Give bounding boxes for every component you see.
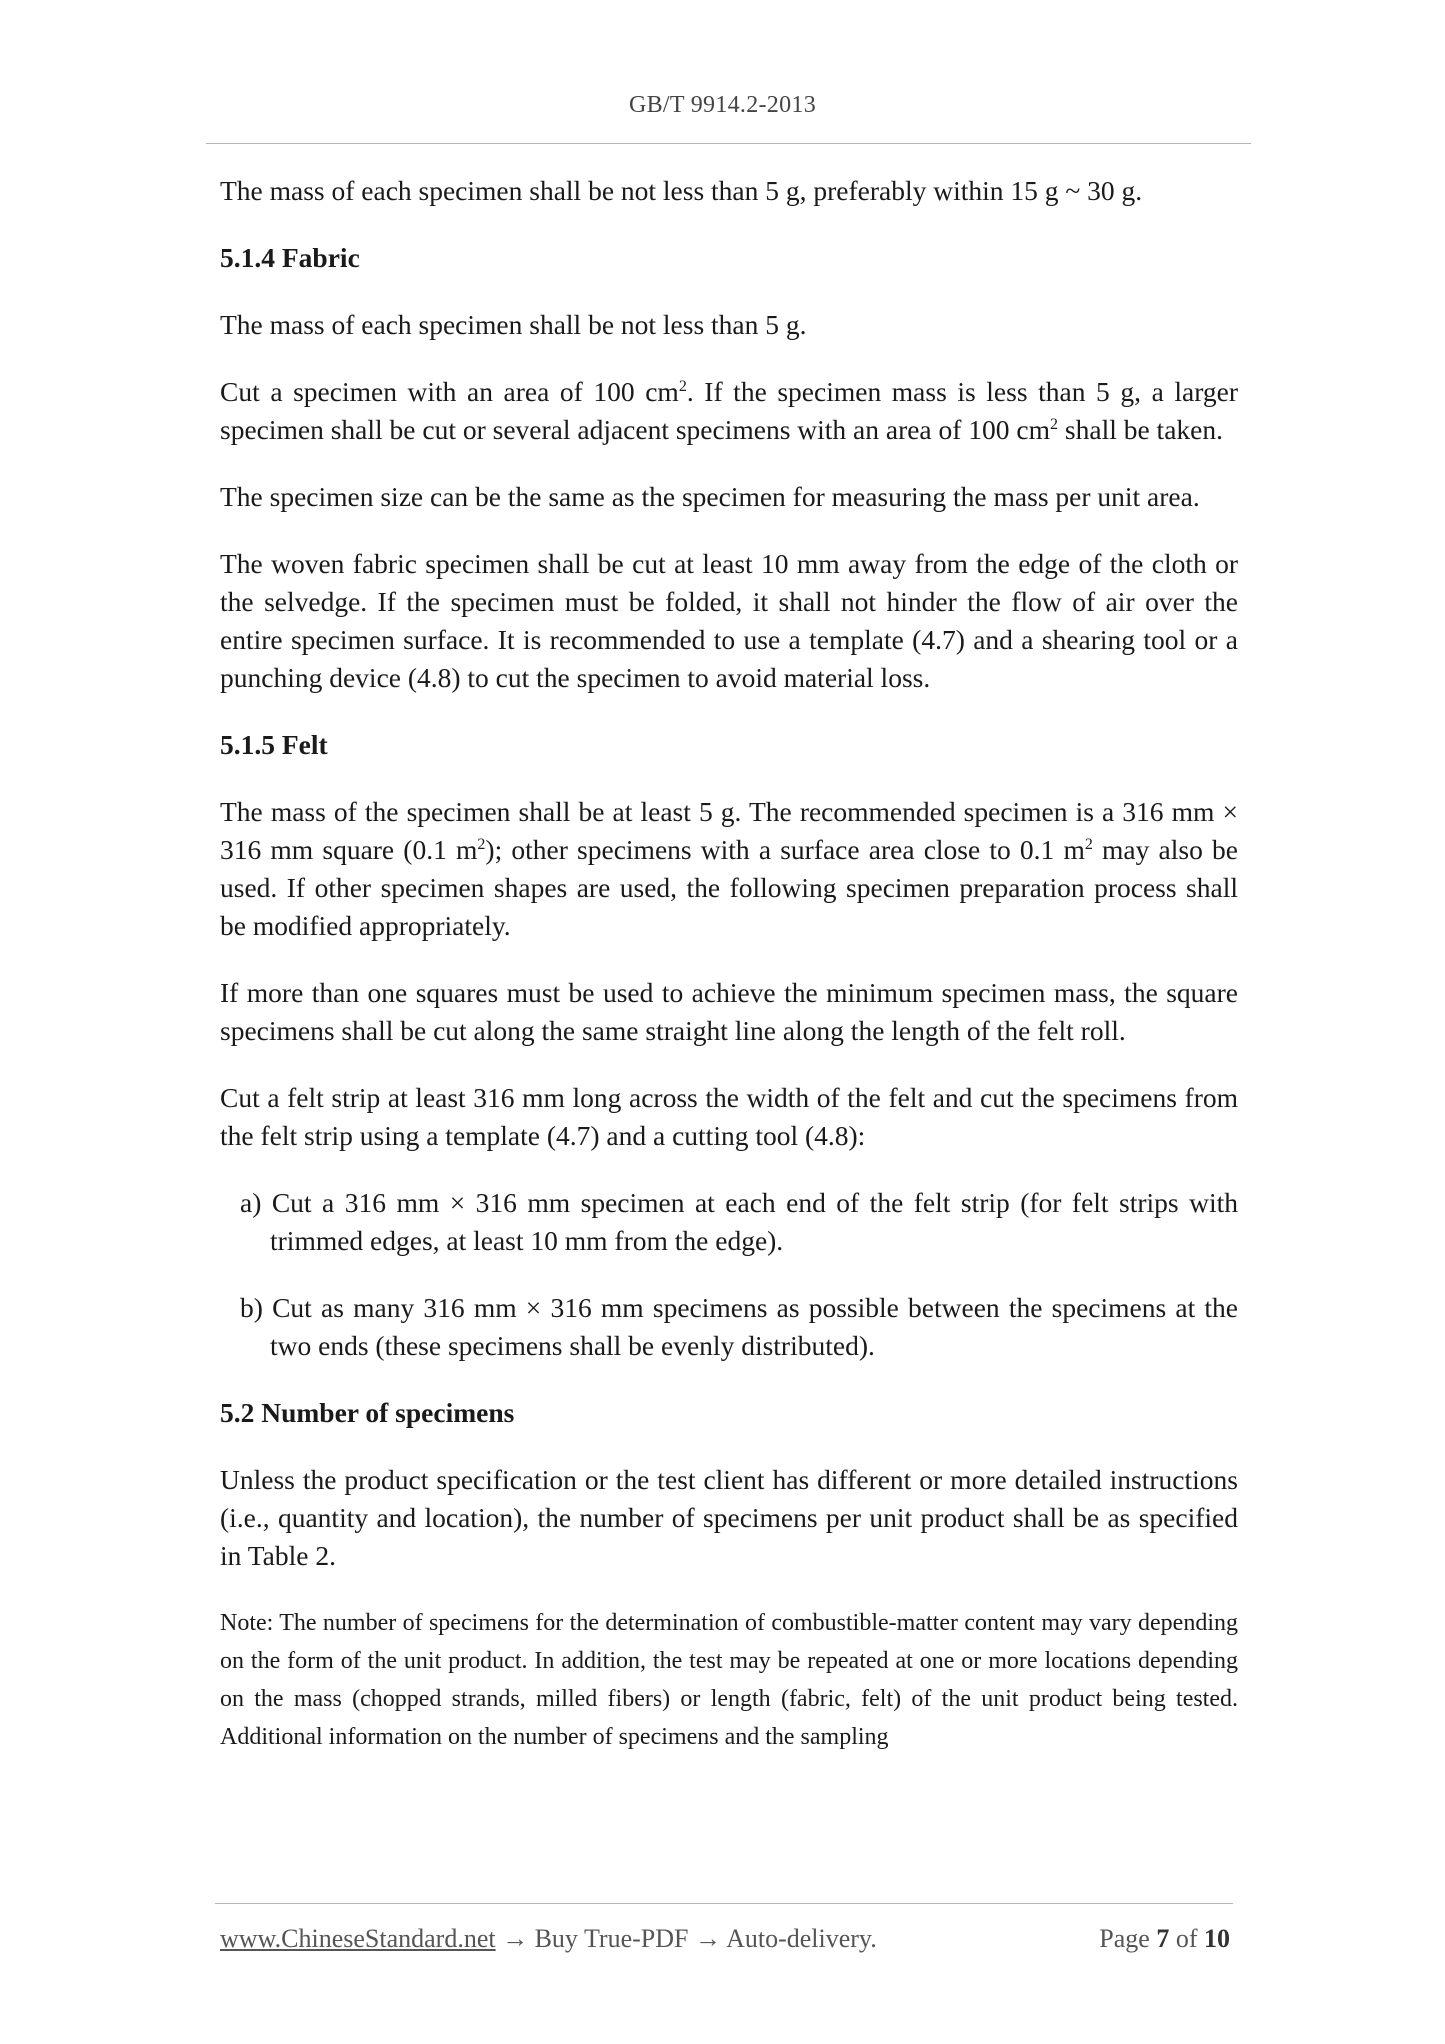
paragraph: The mass of the specimen shall be at least 5 g. The recommended specimen is a 316 mm × 316 mm square (0.1 $m^2$); other specimens with a surface area close to 0.1 $m^2$ may also be used. If other specimen shapes are used, the following specimen preparation process shall be modified appropriately. xyxy=(220,796,1238,941)
paragraph: Cut a felt strip at least 316 mm long across the width of the felt and cut the specimens from the felt strip using a template (4.7) and a cutting tool (4.8): xyxy=(220,1082,1238,1151)
buy-pdf-text: Buy True-PDF xyxy=(534,1924,689,1953)
footer-links xyxy=(220,1924,877,1954)
list-item-b: b) Cut as many 316 mm × 316 mm specimens as possible between the specimens at the two ends (these specimens shall be evenly distributed). xyxy=(240,1292,1238,1361)
page-body xyxy=(220,172,1238,1756)
paragraph: The mass of each specimen shall be not less than 5 g. xyxy=(220,309,807,340)
paragraph: If more than one squares must be used to achieve the minimum specimen mass, the square specimens shall be cut along the same straight line along the length of the felt roll. xyxy=(220,977,1238,1046)
header-divider xyxy=(206,143,1251,144)
paragraph: Cut a specimen with an area of 100 $cm^2$. If the specimen mass is less than 5 g, a larger specimen shall be cut or several adjacent specimens with an area of 100 $cm^2$ shall be taken. xyxy=(220,376,1239,445)
total-pages: 10 xyxy=(1204,1924,1230,1953)
arrow-right-icon: → xyxy=(688,1924,727,1953)
paragraph: The woven fabric specimen shall be cut at least 10 mm away from the edge of the cloth or the selvedge. If the specimen must be folded, it shall not hinder the flow of air over the entire specimen surface. It is recommended to use a template (4.7) and a shearing tool or a punching device (4.8) to cut the specimen to avoid material loss. xyxy=(220,548,1238,693)
footer-divider xyxy=(215,1903,1233,1904)
paragraph: The specimen size can be the same as the specimen for measuring the mass per unit area. xyxy=(220,481,1200,512)
site-link[interactable]: www.ChineseStandard.net xyxy=(220,1924,496,1953)
auto-delivery-text: Auto-delivery. xyxy=(726,1924,877,1953)
paragraph: The mass of each specimen shall be not less than 5 g, preferably within 15 g ~ 30 g. xyxy=(220,175,1143,206)
document-id-header: GB/T 9914.2-2013 xyxy=(628,92,817,118)
list-item-a: a) Cut a 316 mm × 316 mm specimen at each end of the felt strip (for felt strips with trimmed edges, at least 10 mm from the edge). xyxy=(240,1187,1238,1256)
arrow-right-icon: → xyxy=(495,1924,535,1953)
page-number: Page 7 of 10 xyxy=(1099,1924,1230,1953)
paragraph: Unless the product specification or the test client has different or more detailed instructions (i.e., quantity and location), the number of specimens per unit product shall be as specified in Table 2. xyxy=(220,1464,1238,1571)
section-heading-number-of-specimens: 5.2 Number of specimens xyxy=(220,1397,515,1428)
note: Note: The number of specimens for the determination of combustible-matter content may vary depending on the form of the unit product. In addition, the test may be repeated at one or more locations depending on the mass (chopped strands, milled fibers) or length (fabric, felt) of the unit product being tested. Additional information on the number of specimens and the sampling xyxy=(220,1610,1238,1750)
section-heading-felt: 5.1.5 Felt xyxy=(220,729,328,760)
section-heading-fabric: 5.1.4 Fabric xyxy=(220,242,360,273)
current-page: 7 xyxy=(1156,1924,1170,1953)
